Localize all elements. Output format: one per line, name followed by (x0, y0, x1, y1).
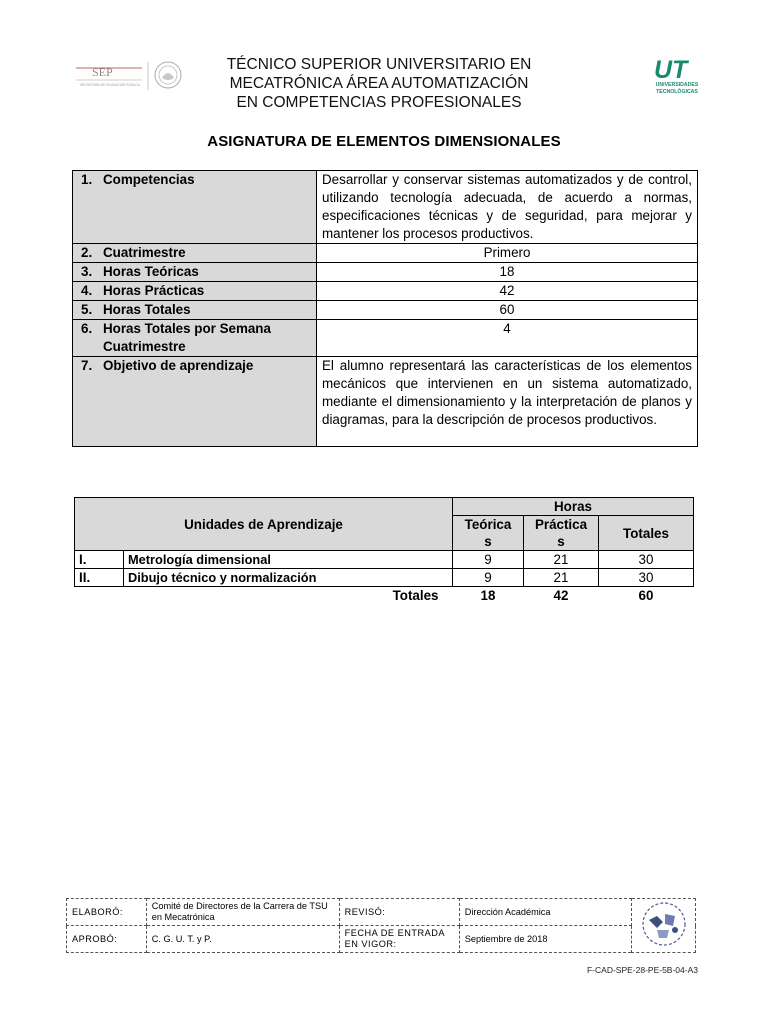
aprobo-label: APROBÓ: (67, 926, 147, 953)
totals-row (75, 587, 694, 605)
seal-icon (639, 900, 689, 948)
info-label: 1. Competencias (73, 171, 317, 244)
units-header-row-1 (75, 498, 694, 516)
aprobo-value: C. G. U. T. y P. (146, 926, 339, 953)
ut-logo-subtext-1: UNIVERSIDADES (655, 82, 699, 88)
info-row-competencias (73, 171, 698, 244)
col-totales: Totales (599, 516, 694, 551)
sep-logo-subtext: SECRETARÍA DE EDUCACIÓN PÚBLICA (80, 83, 140, 87)
units-header: Unidades de Aprendizaje (75, 498, 453, 551)
program-title (200, 55, 558, 112)
reviso-value: Dirección Académica (459, 899, 632, 926)
subject-title: ASIGNATURA DE ELEMENTOS DIMENSIONALES (207, 133, 561, 150)
program-title-line-2: MECATRÓNICA ÁREA AUTOMATIZACIÓN (229, 75, 529, 92)
unit-practicas: 21 (524, 551, 599, 569)
units-table (74, 497, 694, 604)
info-row-horas-semana (73, 320, 698, 357)
sep-logo (74, 56, 186, 94)
info-label: 4. Horas Prácticas (73, 282, 317, 301)
reviso-label: REVISÓ: (339, 899, 459, 926)
unit-practicas: 21 (524, 569, 599, 587)
unit-name: Metrología dimensional (124, 551, 453, 569)
info-label: 6. Horas Totales por Semana Cuatrimestre (73, 320, 317, 357)
total-teoricas: 18 (480, 588, 496, 603)
info-value: 4 (317, 320, 698, 357)
footer-row-1 (67, 899, 696, 926)
unit-teoricas: 9 (453, 569, 524, 587)
elaboro-label: ELABORÓ: (67, 899, 147, 926)
info-label: 7. Objetivo de aprendizaje (73, 357, 317, 447)
unit-totales: 30 (599, 551, 694, 569)
ut-logo-subtext-2: TECNOLÓGICAS (656, 89, 698, 95)
info-row-objetivo (73, 357, 698, 447)
info-row-horas-practicas (73, 282, 698, 301)
info-label: 5. Horas Totales (73, 301, 317, 320)
info-row-horas-totales (73, 301, 698, 320)
sep-logo-text: SEP (92, 65, 113, 79)
unit-row (75, 551, 694, 569)
document-code: F-CAD-SPE-28-PE-5B-04-A3 (586, 965, 698, 975)
unit-teoricas: 9 (453, 551, 524, 569)
total-totales: 60 (638, 588, 654, 603)
totals-label: Totales (392, 588, 439, 603)
unit-row (75, 569, 694, 587)
fecha-value: Septiembre de 2018 (459, 926, 632, 953)
program-title-line-1: TÉCNICO SUPERIOR UNIVERSITARIO EN (226, 56, 532, 73)
info-value: 42 (317, 282, 698, 301)
unit-number: II. (75, 569, 124, 587)
info-label: 2. Cuatrimestre (73, 244, 317, 263)
footer-row-2 (67, 926, 696, 953)
institution-seal (632, 899, 696, 953)
info-row-horas-teoricas (73, 263, 698, 282)
col-practicas: Práctica s (524, 516, 599, 551)
info-value: El alumno representará las características de los elementos mecánicos que intervienen en un sistema automatizado, mediante el dimensionamiento y la interpretación de planos y diagramas, para la descripción de procesos productivos. (317, 357, 698, 447)
unit-number: I. (75, 551, 124, 569)
info-label: 3. Horas Teóricas (73, 263, 317, 282)
program-title-line-3: EN COMPETENCIAS PROFESIONALES (236, 94, 522, 111)
info-row-cuatrimestre (73, 244, 698, 263)
info-value: 18 (317, 263, 698, 282)
info-value: 60 (317, 301, 698, 320)
total-practicas: 42 (553, 588, 569, 603)
hours-header: Horas (453, 498, 694, 516)
ut-logo (646, 52, 708, 98)
elaboro-value: Comité de Directores de la Carrera de TSU en Mecatrónica (146, 899, 339, 926)
subject-info-table (72, 170, 698, 447)
ut-logo-text: UT (654, 56, 688, 84)
fecha-label: FECHA DE ENTRADA EN VIGOR: (339, 926, 459, 953)
info-value: Primero (317, 244, 698, 263)
unit-totales: 30 (599, 569, 694, 587)
col-teoricas: Teórica s (453, 516, 524, 551)
approval-footer (66, 898, 696, 953)
info-value: Desarrollar y conservar sistemas automatizados y de control, utilizando tecnología adecuada, de acuerdo a normas, especificaciones técnicas y de seguridad, para mejorar y mantener los procesos productivos. (317, 171, 698, 244)
unit-name: Dibujo técnico y normalización (124, 569, 453, 587)
